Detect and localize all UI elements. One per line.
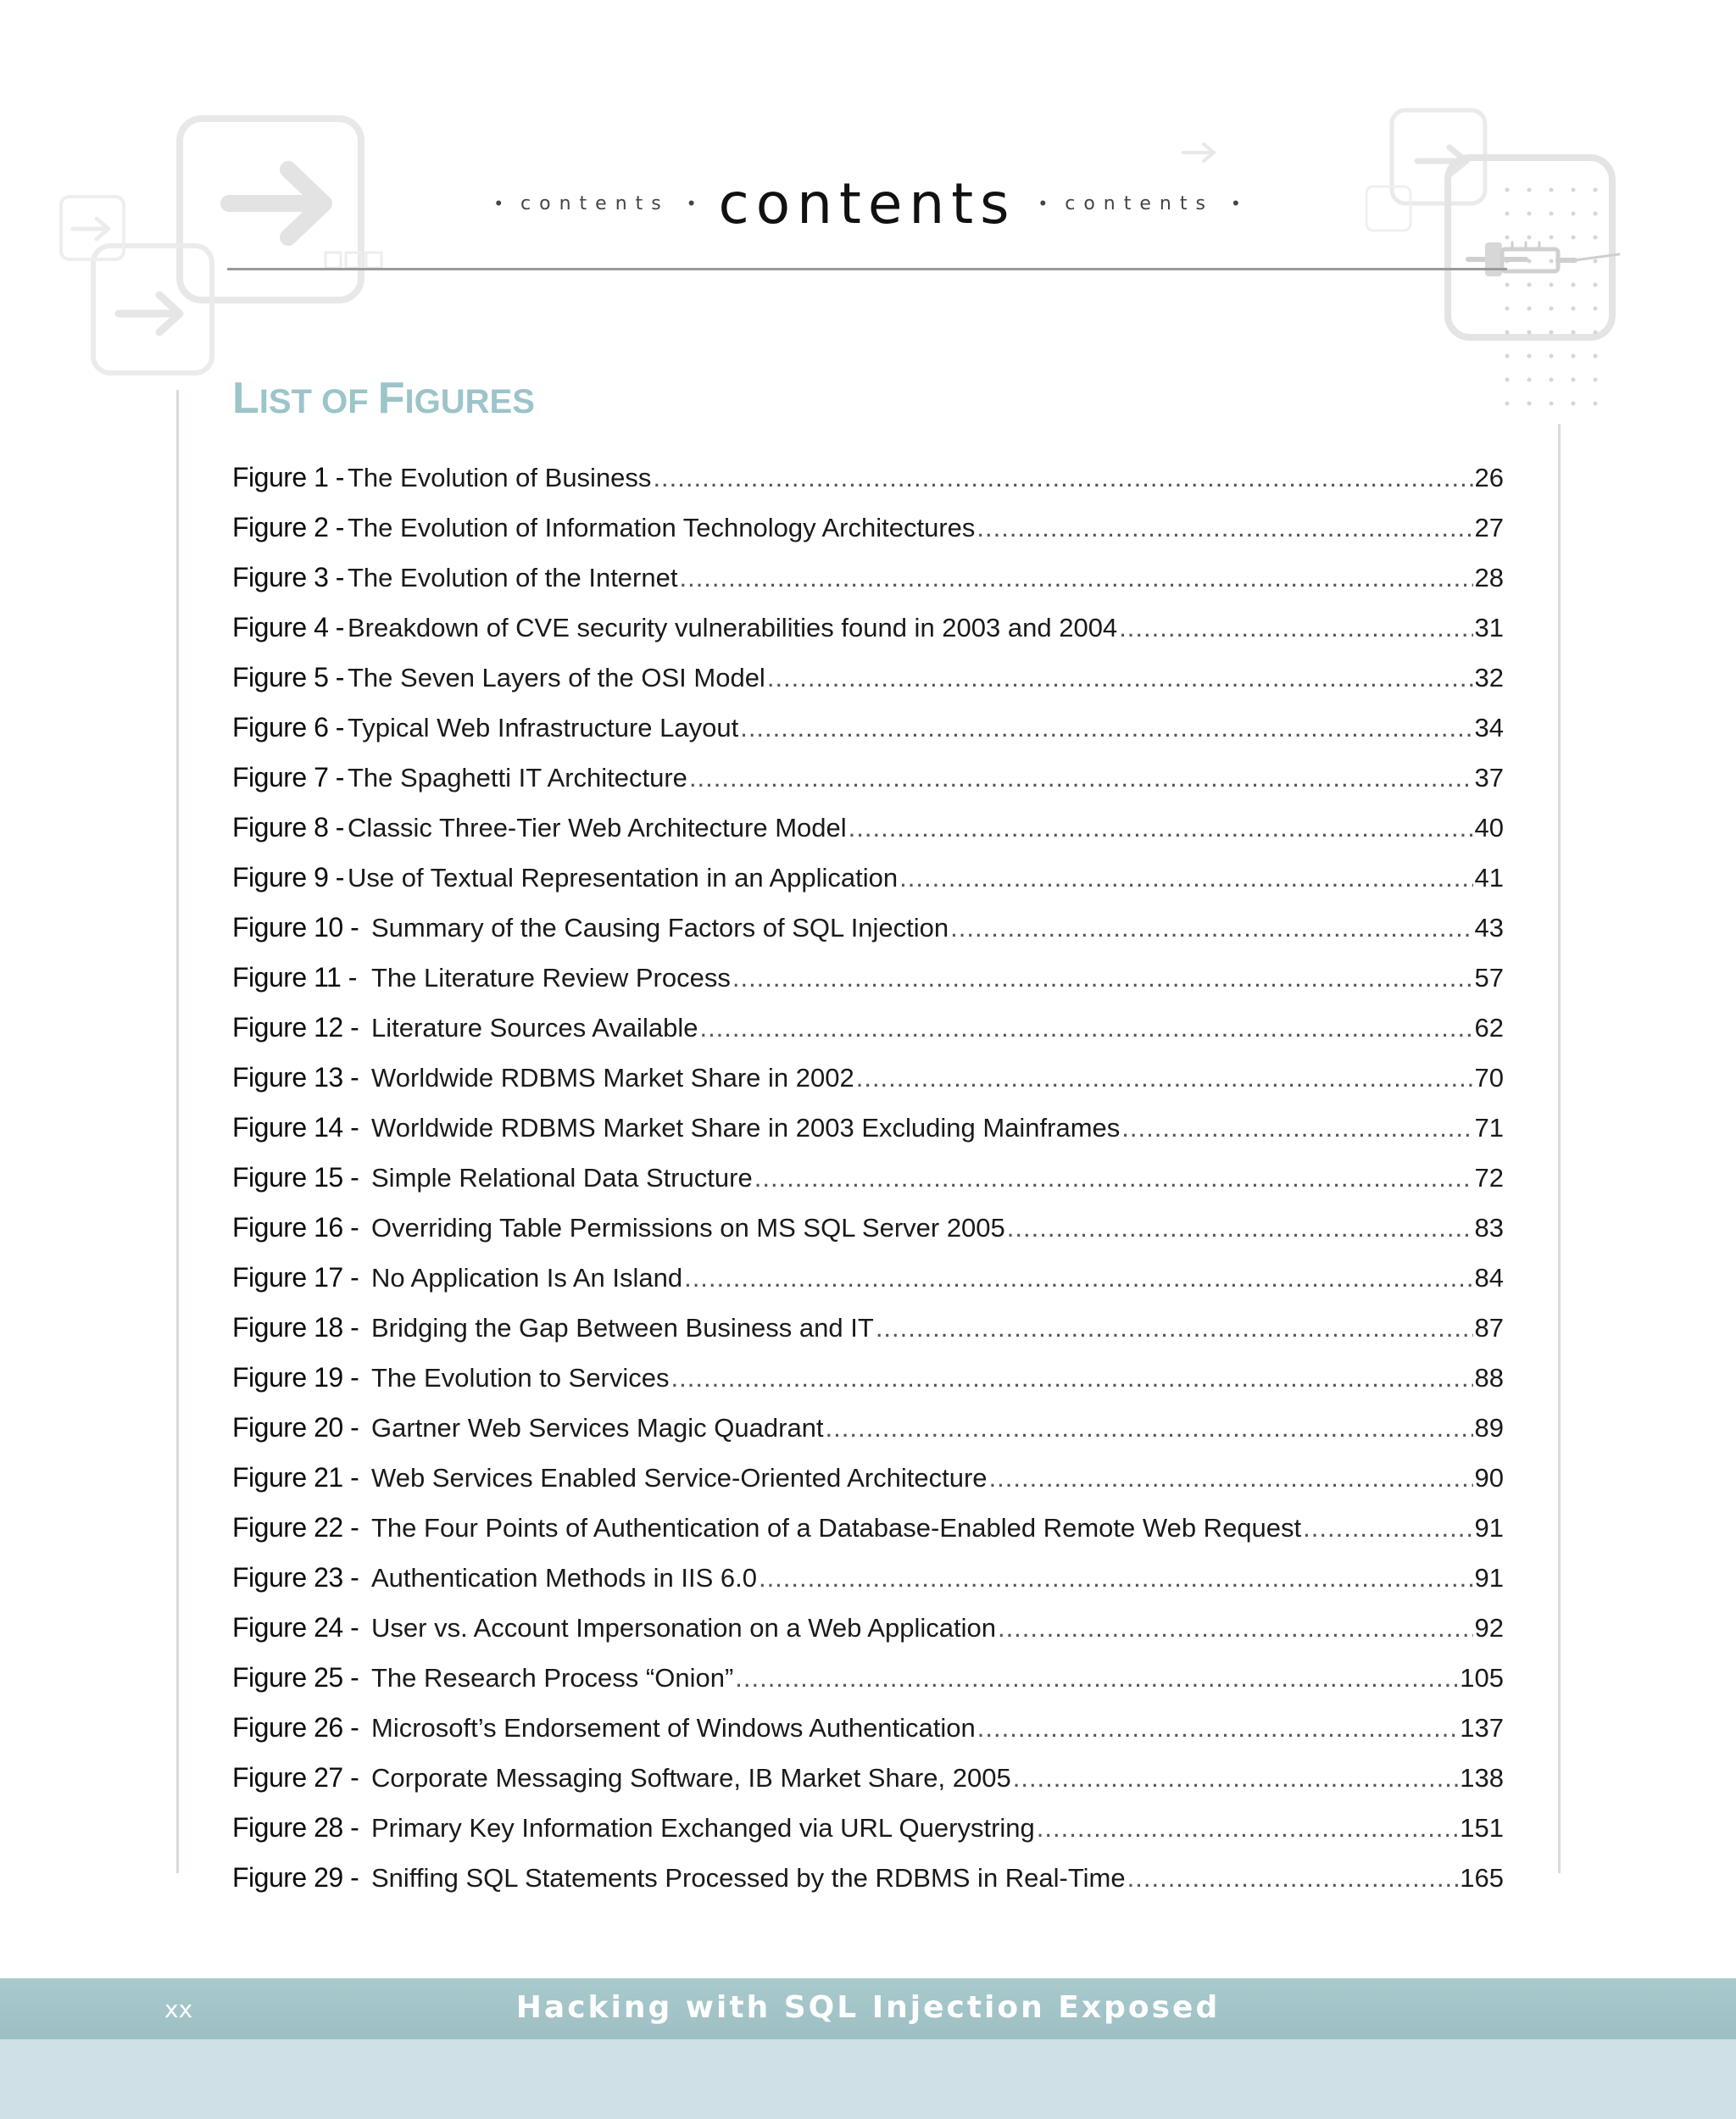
figure-label: Figure 1 - bbox=[232, 462, 344, 492]
figure-label: Figure 26 - bbox=[232, 1712, 359, 1743]
figure-label: Figure 29 - bbox=[232, 1862, 359, 1893]
header-title: contents bbox=[718, 170, 1016, 236]
list-item bbox=[232, 912, 1504, 962]
dot-leader bbox=[899, 863, 1472, 893]
figure-page-number: 89 bbox=[1474, 1413, 1504, 1443]
figure-title: The Evolution of Business bbox=[348, 463, 652, 492]
list-item bbox=[232, 1662, 1504, 1712]
figure-label: Figure 14 - bbox=[232, 1112, 359, 1143]
dot-leader bbox=[767, 663, 1473, 693]
dot-leader bbox=[989, 1463, 1473, 1493]
list-item bbox=[232, 812, 1504, 862]
figure-label: Figure 5 - bbox=[232, 662, 344, 692]
list-item bbox=[232, 1812, 1504, 1862]
page-number: xx bbox=[164, 1995, 193, 2023]
title-cap-l: L bbox=[232, 374, 259, 423]
figure-list bbox=[232, 462, 1504, 1912]
figure-title: Authentication Methods in IIS 6.0 bbox=[371, 1563, 757, 1593]
list-item bbox=[232, 462, 1504, 512]
header-small-left: contents bbox=[520, 192, 670, 214]
figure-title: Worldwide RDBMS Market Share in 2002 bbox=[371, 1063, 854, 1093]
figure-label: Figure 19 - bbox=[232, 1362, 359, 1393]
dot-leader bbox=[732, 963, 1473, 993]
figure-label: Figure 27 - bbox=[232, 1762, 359, 1793]
figure-title: The Evolution of Information Technology Architectures bbox=[348, 513, 976, 542]
list-item bbox=[232, 1262, 1504, 1312]
figure-title: The Seven Layers of the OSI Model bbox=[348, 663, 765, 692]
figure-page-number: 83 bbox=[1474, 1213, 1504, 1243]
figure-title: The Evolution to Services bbox=[371, 1363, 670, 1393]
figure-page-number: 165 bbox=[1460, 1863, 1504, 1893]
book-title: Hacking with SQL Injection Exposed bbox=[515, 1990, 1221, 2025]
figure-title: Literature Sources Available bbox=[371, 1013, 698, 1043]
figure-title: Primary Key Information Exchanged via URL Querystring bbox=[371, 1813, 1035, 1843]
figure-page-number: 92 bbox=[1474, 1613, 1504, 1643]
figure-page-number: 72 bbox=[1474, 1163, 1504, 1193]
title-rest-1: IST OF bbox=[259, 383, 378, 420]
header-dot: • bbox=[687, 192, 695, 214]
figure-label: Figure 20 - bbox=[232, 1412, 359, 1443]
dot-leader bbox=[826, 1413, 1473, 1443]
list-item bbox=[232, 862, 1504, 912]
figure-title: User vs. Account Impersonation on a Web Application bbox=[371, 1613, 996, 1643]
dot-leader bbox=[684, 1263, 1472, 1293]
figure-label: Figure 3 - bbox=[232, 562, 344, 592]
figure-page-number: 70 bbox=[1474, 1063, 1504, 1093]
dot-leader bbox=[856, 1063, 1473, 1093]
list-item bbox=[232, 1012, 1504, 1062]
list-item bbox=[232, 1312, 1504, 1362]
figure-page-number: 137 bbox=[1460, 1713, 1504, 1743]
title-cap-f: F bbox=[377, 374, 405, 423]
dot-leader bbox=[1037, 1813, 1458, 1844]
figure-label: Figure 17 - bbox=[232, 1262, 359, 1293]
list-item bbox=[232, 1212, 1504, 1262]
dot-leader bbox=[754, 1163, 1473, 1193]
dot-leader bbox=[740, 713, 1472, 743]
figure-title: Breakdown of CVE security vulnerabilities found in 2003 and 2004 bbox=[348, 613, 1118, 642]
figure-label: Figure 15 - bbox=[232, 1162, 359, 1193]
figure-label: Figure 23 - bbox=[232, 1562, 359, 1593]
dot-leader bbox=[876, 1313, 1473, 1343]
header-rule bbox=[227, 268, 1507, 270]
figure-title: Simple Relational Data Structure bbox=[371, 1163, 753, 1193]
dot-leader bbox=[1119, 613, 1472, 643]
list-item bbox=[232, 1362, 1504, 1412]
figure-title: No Application Is An Island bbox=[371, 1263, 683, 1293]
figure-label: Figure 25 - bbox=[232, 1662, 359, 1693]
figure-title: Worldwide RDBMS Market Share in 2003 Excluding Mainframes bbox=[371, 1113, 1121, 1143]
footer-bottom-strip bbox=[0, 2039, 1736, 2119]
figure-title: Web Services Enabled Service-Oriented Architecture bbox=[371, 1463, 988, 1493]
figure-title: Bridging the Gap Between Business and IT bbox=[371, 1313, 874, 1343]
dot-leader bbox=[950, 913, 1472, 943]
header-dot: • bbox=[1232, 192, 1239, 214]
dot-leader bbox=[1013, 1763, 1459, 1794]
figure-label: Figure 8 - bbox=[232, 812, 344, 843]
figure-label: Figure 13 - bbox=[232, 1062, 359, 1093]
dot-leader bbox=[735, 1663, 1458, 1694]
list-item bbox=[232, 1762, 1504, 1812]
list-item bbox=[232, 1712, 1504, 1762]
header-small-right: contents bbox=[1065, 192, 1214, 214]
figure-title: The Literature Review Process bbox=[371, 963, 731, 993]
right-border-line bbox=[1558, 424, 1561, 1873]
dot-leader bbox=[849, 813, 1473, 843]
dot-leader bbox=[976, 513, 1472, 543]
list-item bbox=[232, 662, 1504, 712]
running-header bbox=[227, 165, 1507, 242]
figure-label: Figure 16 - bbox=[232, 1212, 359, 1243]
figure-label: Figure 4 - bbox=[232, 612, 344, 642]
figure-title: Corporate Messaging Software, IB Market Share, 2005 bbox=[371, 1763, 1011, 1793]
figure-label: Figure 9 - bbox=[232, 862, 344, 893]
figure-page-number: 105 bbox=[1460, 1663, 1504, 1693]
figure-title: The Evolution of the Internet bbox=[348, 563, 678, 592]
figure-page-number: 26 bbox=[1474, 463, 1504, 492]
figure-label: Figure 22 - bbox=[232, 1512, 359, 1543]
figure-page-number: 43 bbox=[1474, 913, 1504, 943]
arrow-box-decoration-left bbox=[51, 102, 390, 381]
dot-leader bbox=[998, 1613, 1473, 1643]
header-dot: • bbox=[1039, 192, 1047, 214]
figure-label: Figure 24 - bbox=[232, 1612, 359, 1643]
figure-page-number: 84 bbox=[1474, 1263, 1504, 1293]
list-item bbox=[232, 1862, 1504, 1912]
dot-leader bbox=[699, 1013, 1472, 1043]
figure-title: Gartner Web Services Magic Quadrant bbox=[371, 1413, 824, 1443]
list-item bbox=[232, 512, 1504, 562]
list-item bbox=[232, 562, 1504, 612]
list-item bbox=[232, 1412, 1504, 1462]
figure-page-number: 151 bbox=[1460, 1813, 1504, 1843]
list-item bbox=[232, 612, 1504, 662]
figure-page-number: 57 bbox=[1474, 963, 1504, 993]
list-item bbox=[232, 962, 1504, 1012]
dot-leader bbox=[1007, 1213, 1473, 1243]
figure-page-number: 87 bbox=[1474, 1313, 1504, 1343]
dot-leader bbox=[977, 1713, 1458, 1744]
figure-label: Figure 2 - bbox=[232, 512, 344, 542]
dot-leader bbox=[1303, 1513, 1472, 1543]
figure-page-number: 27 bbox=[1474, 513, 1504, 542]
list-item bbox=[232, 1462, 1504, 1512]
figure-page-number: 40 bbox=[1474, 813, 1504, 843]
figure-page-number: 62 bbox=[1474, 1013, 1504, 1043]
figure-title: Overriding Table Permissions on MS SQL Server 2005 bbox=[371, 1213, 1005, 1243]
figure-label: Figure 28 - bbox=[232, 1812, 359, 1843]
figure-page-number: 37 bbox=[1474, 763, 1504, 793]
figure-title: Typical Web Infrastructure Layout bbox=[348, 713, 739, 742]
figure-label: Figure 11 - bbox=[232, 962, 357, 993]
dot-leader bbox=[653, 463, 1472, 493]
list-item bbox=[232, 1512, 1504, 1562]
figure-title: Use of Textual Representation in an Application bbox=[348, 863, 899, 893]
figure-title: Summary of the Causing Factors of SQL Injection bbox=[371, 913, 949, 943]
list-item bbox=[232, 1062, 1504, 1112]
figure-title: The Research Process “Onion” bbox=[371, 1663, 734, 1693]
list-item bbox=[232, 1562, 1504, 1612]
figure-title: Microsoft’s Endorsement of Windows Authentication bbox=[371, 1713, 976, 1743]
figure-page-number: 88 bbox=[1474, 1363, 1504, 1393]
figure-label: Figure 10 - bbox=[232, 912, 359, 943]
list-item bbox=[232, 1162, 1504, 1212]
title-rest-2: IGURES bbox=[404, 383, 535, 420]
figure-page-number: 34 bbox=[1474, 713, 1504, 742]
section-title bbox=[232, 373, 535, 424]
list-item bbox=[232, 762, 1504, 812]
figure-page-number: 32 bbox=[1474, 663, 1504, 692]
figure-label: Figure 18 - bbox=[232, 1312, 359, 1343]
figure-page-number: 31 bbox=[1474, 613, 1504, 642]
left-border-line bbox=[176, 390, 179, 1873]
syringe-decoration-right bbox=[1170, 102, 1644, 424]
dot-leader bbox=[1127, 1863, 1459, 1894]
figure-page-number: 91 bbox=[1474, 1513, 1504, 1543]
dot-leader bbox=[671, 1363, 1473, 1393]
arrow-right-icon bbox=[51, 102, 390, 381]
dot-leader bbox=[1121, 1113, 1472, 1143]
figure-page-number: 138 bbox=[1460, 1763, 1504, 1793]
figure-label: Figure 12 - bbox=[232, 1012, 359, 1043]
figure-page-number: 71 bbox=[1474, 1113, 1504, 1143]
list-item bbox=[232, 712, 1504, 762]
figure-title: Classic Three-Tier Web Architecture Model bbox=[348, 813, 847, 843]
dot-leader bbox=[689, 763, 1473, 793]
dot-leader bbox=[679, 563, 1472, 593]
figure-label: Figure 7 - bbox=[232, 762, 344, 793]
figure-page-number: 41 bbox=[1474, 863, 1504, 893]
figure-title: Sniffing SQL Statements Processed by the RDBMS in Real-Time bbox=[371, 1863, 1126, 1893]
figure-title: The Four Points of Authentication of a Database-Enabled Remote Web Request bbox=[371, 1513, 1302, 1543]
figure-page-number: 90 bbox=[1474, 1463, 1504, 1493]
list-item bbox=[232, 1612, 1504, 1662]
figure-label: Figure 6 - bbox=[232, 712, 344, 742]
list-item bbox=[232, 1112, 1504, 1162]
syringe-icon bbox=[1170, 102, 1644, 424]
figure-page-number: 28 bbox=[1474, 563, 1504, 592]
figure-label: Figure 21 - bbox=[232, 1462, 359, 1493]
figure-page-number: 91 bbox=[1474, 1563, 1504, 1593]
figure-title: The Spaghetti IT Architecture bbox=[348, 763, 687, 793]
dot-leader bbox=[759, 1563, 1473, 1593]
header-dot: • bbox=[495, 192, 503, 214]
